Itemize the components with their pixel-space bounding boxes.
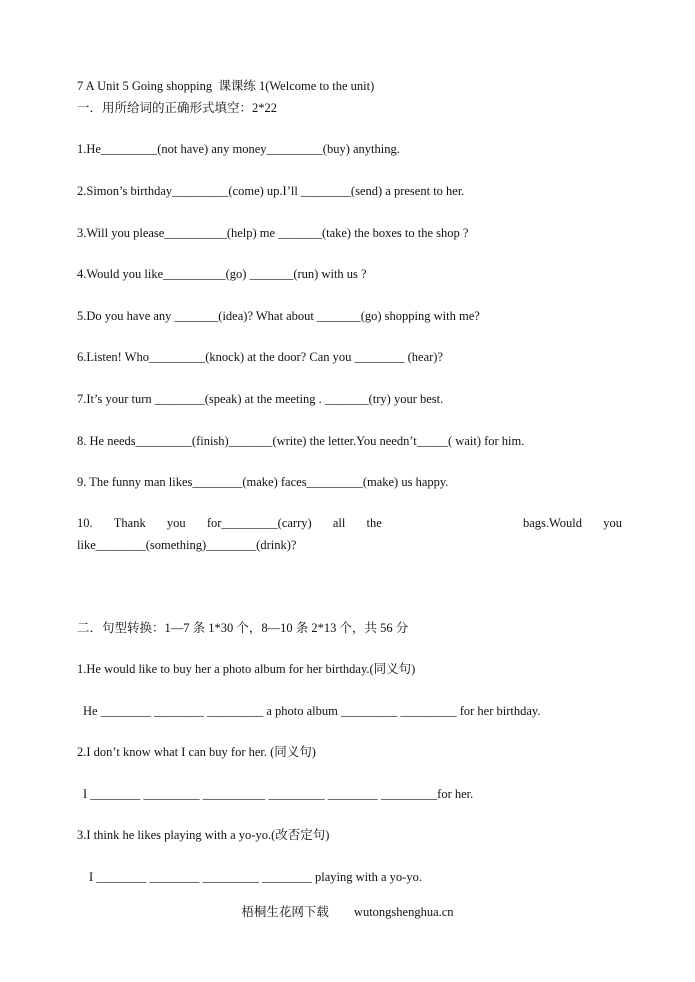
item10-word: you <box>166 516 186 530</box>
exercise-item: 8. He needs_________(finish)_______(write) the letter.You needn’t_____( wait) for him. <box>77 434 525 448</box>
answer-line: He ________ ________ _________ a photo album _________ _________ for her birthday. <box>83 704 541 718</box>
question: 2.I don’t know what I can buy for her. (同义句) <box>77 745 316 759</box>
item10-word: 10. <box>77 516 93 530</box>
part2-heading: 二．句型转换：1—7 条 1*30 个，8—10 条 2*13 个，共 56 分 <box>77 621 409 635</box>
exercise-item: 5.Do you have any _______(idea)? What about _______(go) shopping with me? <box>77 309 480 323</box>
item10-word: the <box>366 516 382 530</box>
page-footer: 梧桐生花网下载 wutongshenghua.cn <box>241 905 454 919</box>
exercise-item-10-line2: like________(something)________(drink)? <box>77 538 297 552</box>
item10-word: all <box>332 516 346 530</box>
worksheet-title: 7 A Unit 5 Going shopping 课课练 1(Welcome to the unit) <box>77 79 375 93</box>
exercise-item: 1.He_________(not have) any money_________(buy) anything. <box>77 142 400 156</box>
exercise-item: 3.Will you please__________(help) me _______(take) the boxes to the shop ? <box>77 226 469 240</box>
question: 3.I think he likes playing with a yo-yo.(改否定句) <box>77 828 330 842</box>
question: 1.He would like to buy her a photo album for her birthday.(同义句) <box>77 662 416 676</box>
exercise-item: 9. The funny man likes________(make) faces_________(make) us happy. <box>77 475 449 489</box>
part1-heading: 一．用所给词的正确形式填空：2*22 <box>77 101 278 115</box>
exercise-item: 7.It’s your turn ________(speak) at the meeting . _______(try) your best. <box>77 392 444 406</box>
answer-line: I ________ ________ _________ ________ playing with a yo-yo. <box>89 870 422 884</box>
exercise-item: 6.Listen! Who_________(knock) at the door? Can you ________ (hear)? <box>77 350 443 364</box>
item10-word: for_________(carry) <box>206 516 312 530</box>
answer-line: I ________ _________ __________ _________ ________ _________for her. <box>83 787 474 801</box>
item10-word: you <box>603 516 622 530</box>
exercise-item-10-line1 <box>77 516 622 531</box>
item10-word: Thank <box>113 516 146 530</box>
exercise-item: 4.Would you like__________(go) _______(run) with us ? <box>77 267 367 281</box>
exercise-item: 2.Simon’s birthday_________(come) up.I’ll ________(send) a present to her. <box>77 184 465 198</box>
item10-word: bags.Would <box>522 516 583 530</box>
